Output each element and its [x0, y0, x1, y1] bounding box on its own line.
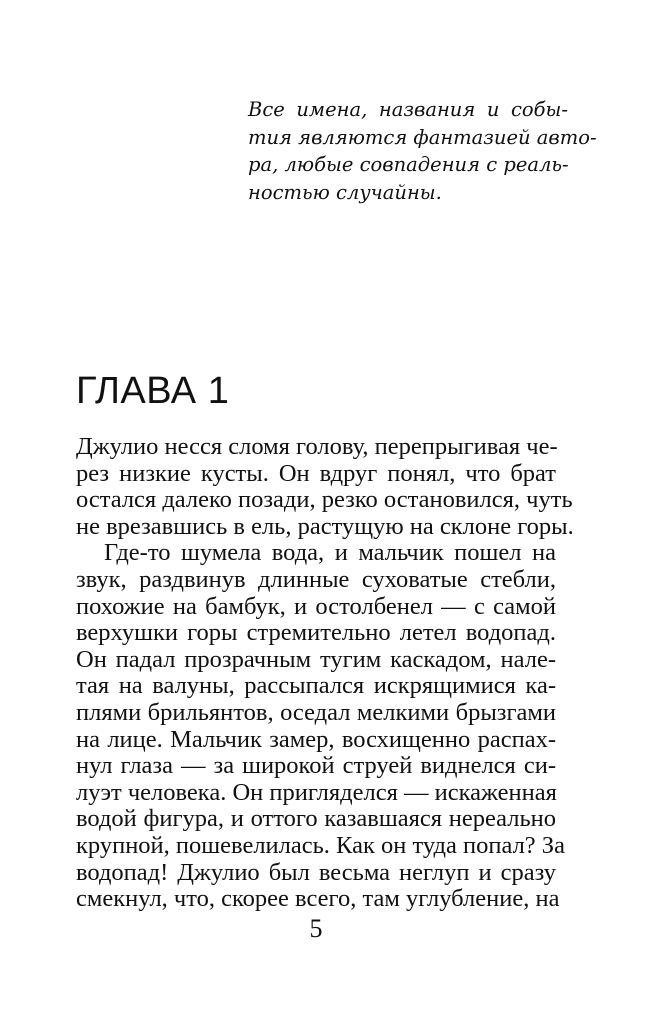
- page-number: 5: [309, 914, 323, 943]
- text-line: смекнул, что, скорее всего, там углубление, на: [76, 885, 560, 913]
- text-line: не врезавшись в ель, растущую на склоне горы.: [76, 512, 574, 540]
- text-line: луэт человека. Он пригляделся — искаженная: [76, 778, 557, 806]
- chapter-text: [76, 433, 574, 913]
- text-line: водопад! Джулио был весьма неглуп и сразу: [76, 858, 556, 886]
- text-line: похожие на бамбук, и остолбенел — с самой: [76, 592, 556, 620]
- epigraph-line: ностью случайны.: [248, 180, 442, 204]
- chapter-title: ГЛАВА 1: [76, 370, 230, 412]
- epigraph-line: Все имена, названия и собы-: [248, 98, 568, 121]
- text-line: на лице. Мальчик замер, восхищенно распах-: [76, 725, 556, 753]
- epigraph: [248, 96, 597, 206]
- text-line: Джулио несся сломя голову, перепрыгивая че-: [76, 433, 558, 460]
- text-line: остался далеко позади, резко остановился, чуть: [76, 486, 573, 514]
- text-line: рез низкие кусты. Он вдруг понял, что брат: [76, 459, 556, 487]
- text-line: плями брильянтов, оседал мелкими брызгами: [76, 698, 556, 726]
- text-line: нул глаза — за широкой струей виднелся си-: [76, 752, 556, 780]
- text-line: Он падал прозрачным тугим каскадом, нале-: [76, 645, 556, 673]
- text-line: крупной, пошевелилась. Как он туда попал? За: [76, 831, 565, 859]
- text-line: Где-то шумела вода, и мальчик пошел на: [104, 539, 556, 567]
- epigraph-line: тия являются фантазией авто-: [248, 125, 597, 149]
- text-line: водой фигура, и оттого казавшаяся нереально: [76, 805, 556, 833]
- text-line: звук, раздвинув длинные суховатые стебли,: [76, 565, 556, 593]
- epigraph-line: ра, любые совпадения с реаль-: [248, 153, 569, 176]
- text-line: верхушки горы стремительно летел водопад.: [76, 619, 556, 647]
- text-line: тая на валуны, рассыпался искрящимися ка-: [76, 672, 556, 700]
